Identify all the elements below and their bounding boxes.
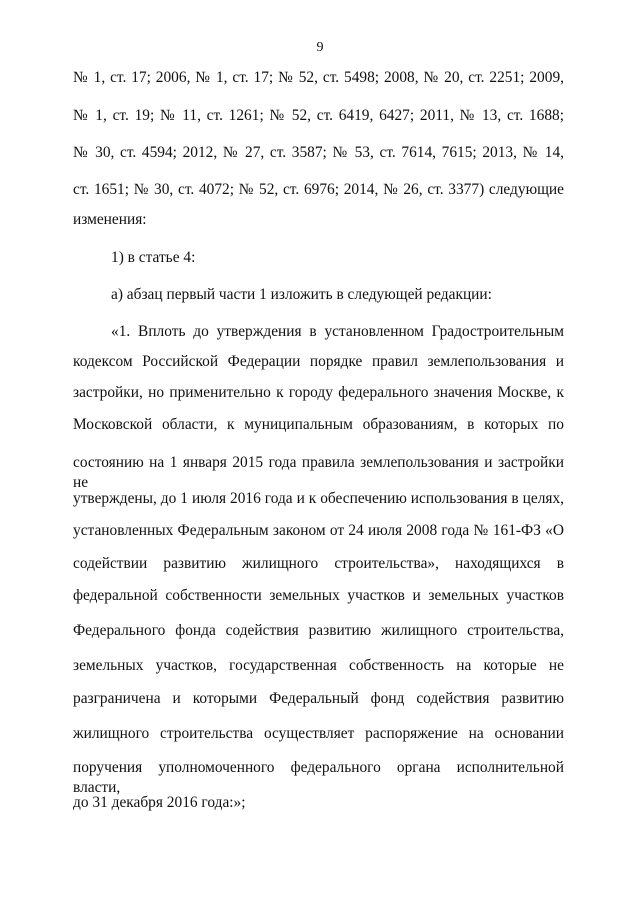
- text-line: поручения уполномоченного федерального органа исполнительной власти,: [73, 759, 564, 796]
- text-line: 1) в статье 4:: [111, 249, 196, 266]
- text-line: ст. 1651; № 30, ст. 4072; № 52, ст. 6976; 2014, № 26, ст. 3377) следующие: [73, 181, 564, 198]
- text-line: № 30, ст. 4594; 2012, № 27, ст. 3587; № 53, ст. 7614, 7615; 2013, № 14,: [73, 144, 564, 161]
- text-line: жилищного строительства осуществляет распоряжение на основании: [73, 725, 564, 742]
- text-line: разграничена и которыми Федеральный фонд содействия развитию: [73, 690, 564, 707]
- text-line: состоянию на 1 января 2015 года правила землепользования и застройки не: [73, 454, 564, 491]
- text-line: кодексом Российской Федерации порядке правил землепользования и: [73, 353, 564, 370]
- text-line: изменения:: [73, 211, 147, 228]
- text-line: Московской области, к муниципальным образованиям, в которых по: [73, 416, 564, 433]
- text-line: застройки, но применительно к городу федерального значения Москве, к: [73, 384, 564, 401]
- text-line: № 1, ст. 19; № 11, ст. 1261; № 52, ст. 6419, 6427; 2011, № 13, ст. 1688;: [73, 107, 564, 124]
- text-line: № 1, ст. 17; 2006, № 1, ст. 17; № 52, ст. 5498; 2008, № 20, ст. 2251; 2009,: [73, 69, 564, 86]
- text-line: земельных участков, государственная собственность на которые не: [73, 657, 564, 674]
- text-line: «1. Вплоть до утверждения в установленном Градостроительным: [111, 323, 564, 340]
- text-line: до 31 декабря 2016 года:»;: [73, 794, 246, 811]
- page-number: 9: [316, 40, 324, 55]
- text-line: а) абзац первый части 1 изложить в следующей редакции:: [111, 286, 492, 303]
- text-line: утверждены, до 1 июля 2016 года и к обеспечению использования в целях,: [73, 490, 564, 507]
- text-line: федеральной собственности земельных участков и земельных участков: [73, 587, 564, 604]
- text-line: содействии развитию жилищного строительства», находящихся в: [73, 555, 564, 572]
- text-line: Федерального фонда содействия развитию жилищного строительства,: [73, 622, 564, 639]
- text-line: установленных Федеральным законом от 24 июля 2008 года № 161-ФЗ «О: [73, 522, 564, 539]
